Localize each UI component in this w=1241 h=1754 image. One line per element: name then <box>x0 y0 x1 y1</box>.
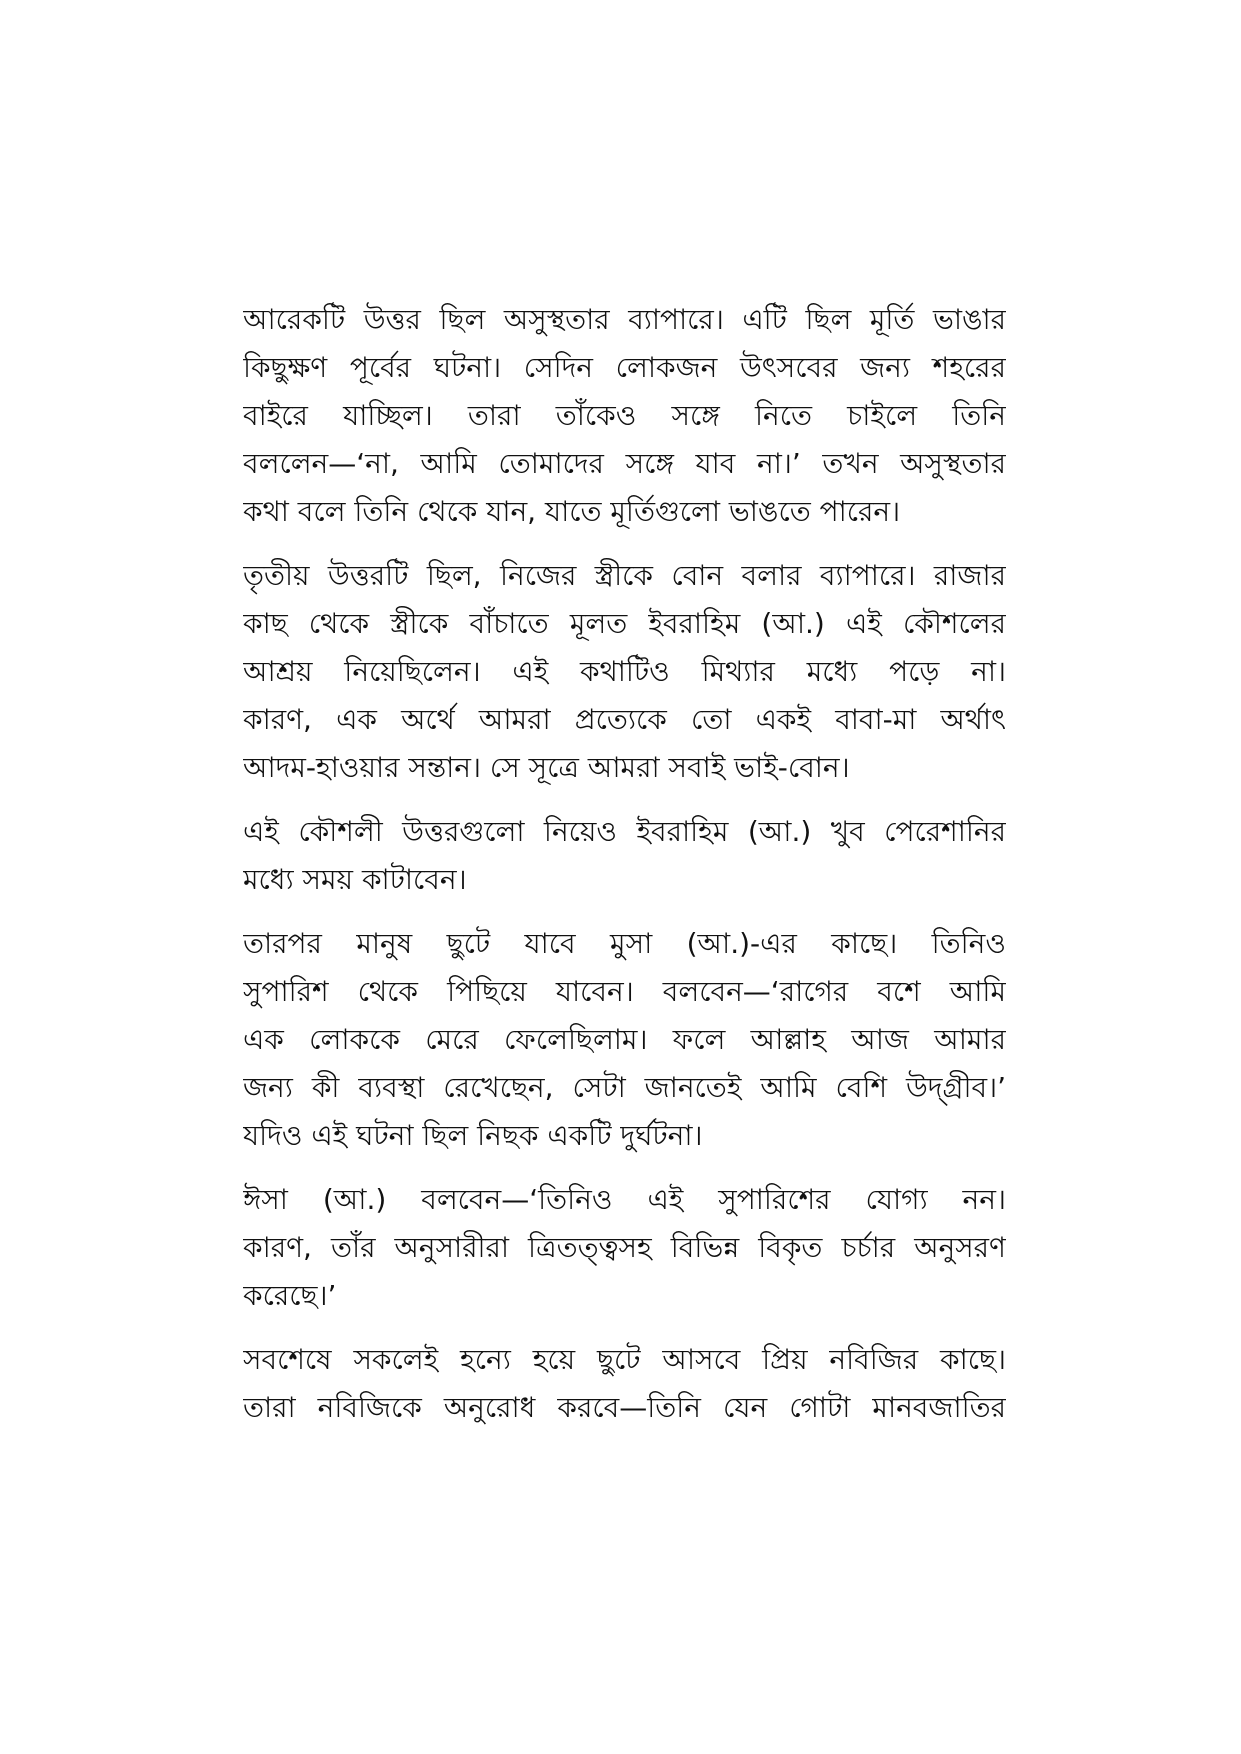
text-line: আশ্রয় নিয়েছিলেন। এই কথাটিও মিথ্যার মধ্যে পড়ে না। <box>243 655 1006 688</box>
paragraph-musa <box>243 920 1006 1160</box>
paragraph-prophet <box>243 1336 1006 1432</box>
text-line: তৃতীয় উত্তরটি ছিল, নিজের স্ত্রীকে বোন বলার ব্যাপারে। রাজার <box>243 559 1006 592</box>
text-line: এই কৌশলী উত্তরগুলো নিয়েও ইবরাহিম (আ.) খুব পেরেশানির <box>243 815 1006 848</box>
text-line: কাছ থেকে স্ত্রীকে বাঁচাতে মূলত ইবরাহিম (আ.) এই কৌশলের <box>243 607 1006 640</box>
text-line: কিছুক্ষণ পূর্বের ঘটনা। সেদিন লোকজন উৎসবের জন্য শহরের <box>243 351 1006 384</box>
text-line: জন্য কী ব্যবস্থা রেখেছেন, সেটা জানতেই আমি বেশি উদ্‌গ্রীব।’ <box>243 1071 1006 1104</box>
paragraph-ibrahim-anxiety <box>243 808 1006 904</box>
paragraph-isa <box>243 1176 1006 1320</box>
paragraph-wife-as-sister <box>243 552 1006 792</box>
text-line: সুপারিশ থেকে পিছিয়ে যাবেন। বলবেন—‘রাগের বশে আমি <box>243 975 1006 1008</box>
text-line: কথা বলে তিনি থেকে যান, যাতে মূর্তিগুলো ভাঙতে পারেন। <box>243 495 901 528</box>
text-line: আদম-হাওয়ার সন্তান। সে সূত্রে আমরা সবাই ভাই-বোন। <box>243 751 850 784</box>
text-line: ঈসা (আ.) বলবেন—‘তিনিও এই সুপারিশের যোগ্য নন। <box>243 1183 1006 1216</box>
text-line: তারা নবিজিকে অনুরোধ করবে—তিনি যেন গোটা মানবজাতির <box>243 1391 1006 1424</box>
text-line: বাইরে যাচ্ছিল। তারা তাঁকেও সঙ্গে নিতে চাইলে তিনি <box>243 399 1006 432</box>
text-line: সবশেষে সকলেই হন্যে হয়ে ছুটে আসবে প্রিয় নবিজির কাছে। <box>243 1343 1006 1376</box>
document-page <box>243 296 1006 1448</box>
paragraph-illness <box>243 296 1006 536</box>
text-line: এক লোককে মেরে ফেলেছিলাম। ফলে আল্লাহ আজ আমার <box>243 1023 1006 1056</box>
text-line: মধ্যে সময় কাটাবেন। <box>243 863 467 896</box>
text-line: করেছে।’ <box>243 1279 337 1312</box>
text-line: কারণ, তাঁর অনুসারীরা ত্রিতত্ত্বসহ বিভিন্ন বিকৃত চর্চার অনুসরণ <box>243 1231 1006 1264</box>
text-line: আরেকটি উত্তর ছিল অসুস্থতার ব্যাপারে। এটি ছিল মূর্তি ভাঙার <box>243 303 1006 336</box>
text-line: কারণ, এক অর্থে আমরা প্রত্যেকে তো একই বাবা-মা অর্থাৎ <box>243 703 1006 736</box>
text-line: বললেন—‘না, আমি তোমাদের সঙ্গে যাব না।’ তখন অসুস্থতার <box>243 447 1006 480</box>
text-line: যদিও এই ঘটনা ছিল নিছক একটি দুর্ঘটনা। <box>243 1119 703 1152</box>
text-line: তারপর মানুষ ছুটে যাবে মুসা (আ.)-এর কাছে। তিনিও <box>243 927 1006 960</box>
